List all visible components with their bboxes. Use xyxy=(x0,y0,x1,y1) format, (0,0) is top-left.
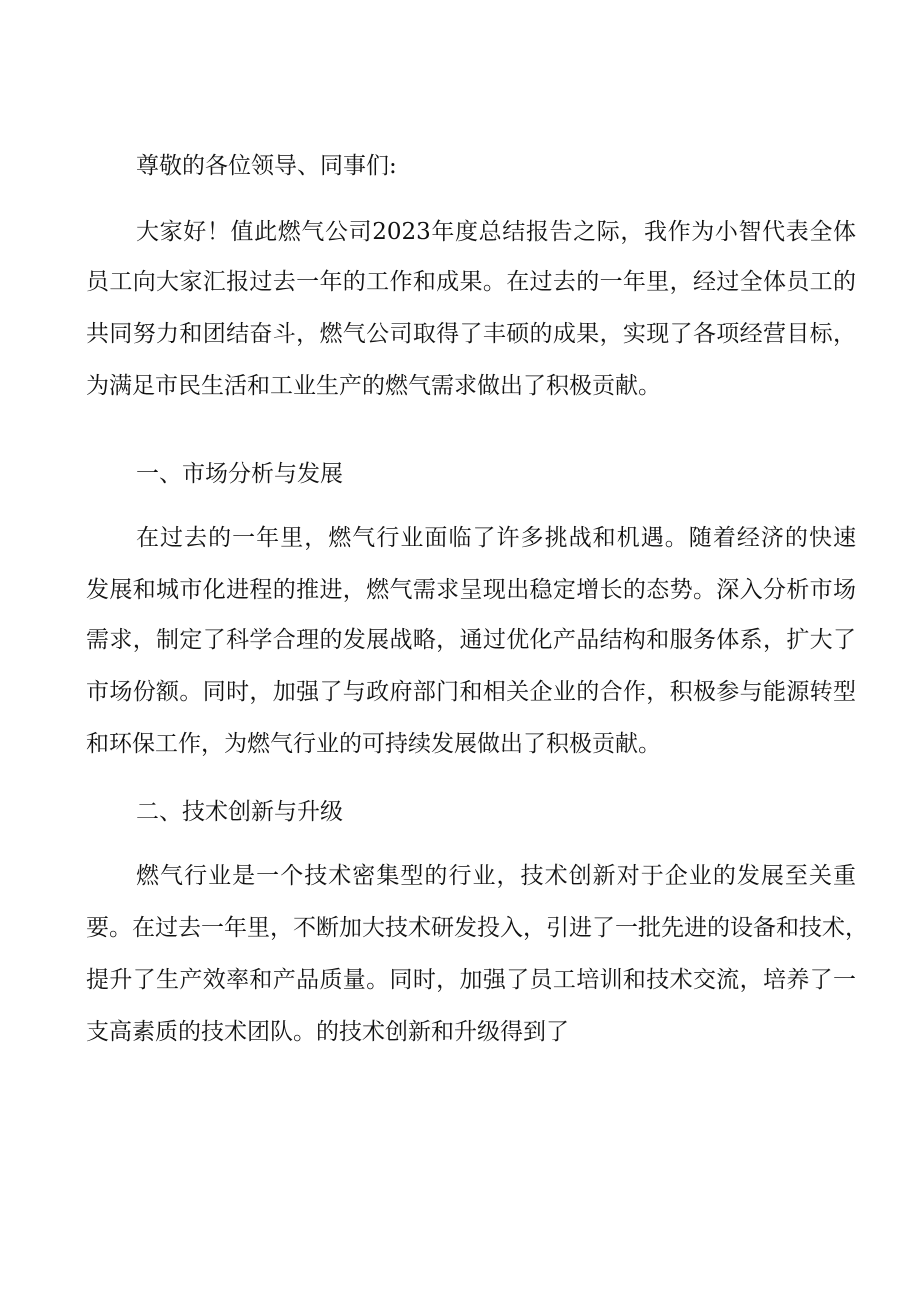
section-heading-1: 一、市场分析与发展 xyxy=(136,461,343,487)
paragraph-1-line-4: 为满足市民生活和工业生产的燃气需求做出了积极贡献。 xyxy=(86,373,661,399)
paragraph-3-line-2: 要。在过去一年里，不断加大技术研发投入，引进了一批先进的设备和技术， xyxy=(86,915,868,941)
paragraph-3-line-4: 支高素质的技术团队。的技术创新和升级得到了 xyxy=(86,1019,569,1045)
paragraph-1-line-2: 员工向大家汇报过去一年的工作和成果。在过去的一年里，经过全体员工的 xyxy=(86,269,856,295)
paragraph-2-line-5: 和环保工作，为燃气行业的可持续发展做出了积极贡献。 xyxy=(86,731,661,757)
paragraph-1-line-3: 共同努力和团结奋斗，燃气公司取得了丰硕的成果，实现了各项经营目标， xyxy=(86,321,856,347)
paragraph-2-line-4: 市场份额。同时，加强了与政府部门和相关企业的合作，积极参与能源转型 xyxy=(86,679,856,705)
paragraph-3-line-1: 燃气行业是一个技术密集型的行业，技术创新对于企业的发展至关重 xyxy=(136,863,856,889)
section-heading-2: 二、技术创新与升级 xyxy=(136,799,343,825)
greeting: 尊敬的各位领导、同事们: xyxy=(136,153,397,179)
paragraph-3-line-3: 提升了生产效率和产品质量。同时，加强了员工培训和技术交流，培养了一 xyxy=(86,967,856,993)
paragraph-2-line-2: 发展和城市化进程的推进，燃气需求呈现出稳定增长的态势。深入分析市场 xyxy=(86,577,856,603)
paragraph-2-line-1: 在过去的一年里，燃气行业面临了许多挑战和机遇。随着经济的快速 xyxy=(136,525,856,551)
paragraph-1-line-1: 大家好！值此燃气公司2023年度总结报告之际，我作为小智代表全体 xyxy=(136,219,856,245)
paragraph-2-line-3: 需求，制定了科学合理的发展战略，通过优化产品结构和服务体系，扩大了 xyxy=(86,627,856,653)
